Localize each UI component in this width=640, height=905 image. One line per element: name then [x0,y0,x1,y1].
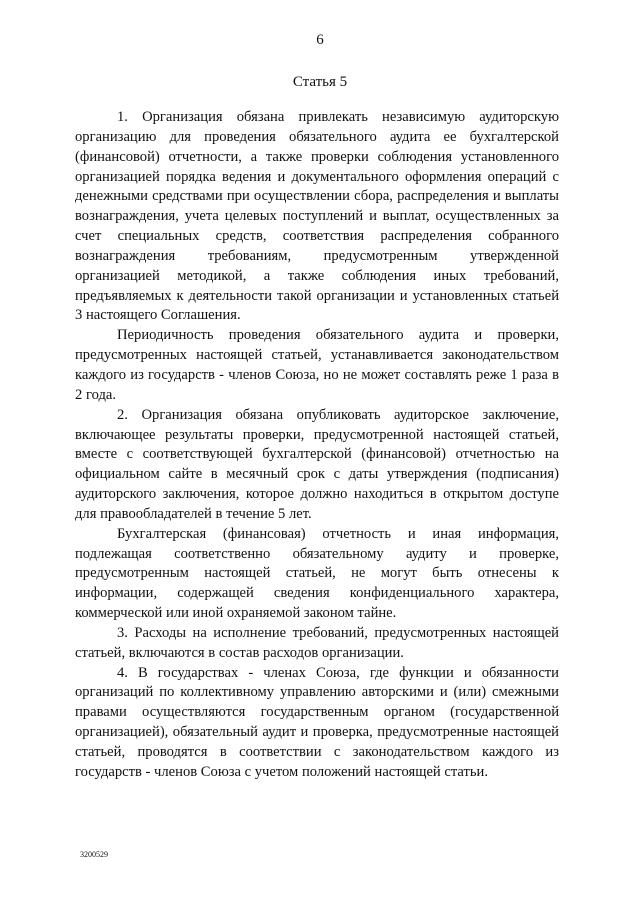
paragraph-1: 1. Организация обязана привлекать независимую аудиторскую организацию для проведения обязательного аудита ее бухгалтерской (финансовой) отчетности, а также проверки соблюдения установленного организацией порядка ведения и документального оформления операций с денежными средствами при осуществлении сбора, распределения и выплаты вознаграждения, учета целевых поступлений и выплат, осуществленных за счет специальных средств, соответствия распределения собранного вознаграждения требованиям, предусмотренным утвержденной организацией методикой, а также соблюдения иных требований, предъявляемых к деятельности такой организации и установленных статьей 3 настоящего Соглашения. [75,109,559,324]
page-number: 6 [316,32,324,48]
paragraph-4: Бухгалтерская (финансовая) отчетность и иная информация, подлежащая соответственно обязательному аудиту и проверке, предусмотренным настоящей статьей, не могут быть отнесены к информации, содержащей сведения конфиденциального характера, коммерческой или иной охраняемой законом тайне. [75,525,559,622]
article-title: Статья 5 [292,74,348,90]
article-body [75,108,559,783]
paragraph-2: Периодичность проведения обязательного аудита и проверки, предусмотренных настоящей статьей, устанавливается законодательством каждого из государств - членов Союза, но не может составлять реже 1 раза в 2 года. [75,327,559,403]
paragraph-5: 3. Расходы на исполнение требований, предусмотренных настоящей статьей, включаются в состав расходов организации. [75,624,559,661]
paragraph-6: 4. В государствах - членах Союза, где функции и обязанности организаций по коллективному управлению авторскими и (или) смежными правами осуществляются государственным органом (государственной организацией), обязательный аудит и проверка, предусмотренные настоящей статьей, проводятся в соответствии с законодательством каждого из государств - членов Союза с учетом положений настоящей статьи. [75,664,559,780]
document-code: 3200529 [80,850,108,859]
paragraph-3: 2. Организация обязана опубликовать аудиторское заключение, включающее результаты проверки, предусмотренной настоящей статьей, вместе с соответствующей бухгалтерской (финансовой) отчетностью на официальном сайте в месячный срок с даты утверждения (подписания) аудиторского заключения, которое должно находиться в открытом доступе для правообладателей в течение 5 лет. [75,406,559,522]
